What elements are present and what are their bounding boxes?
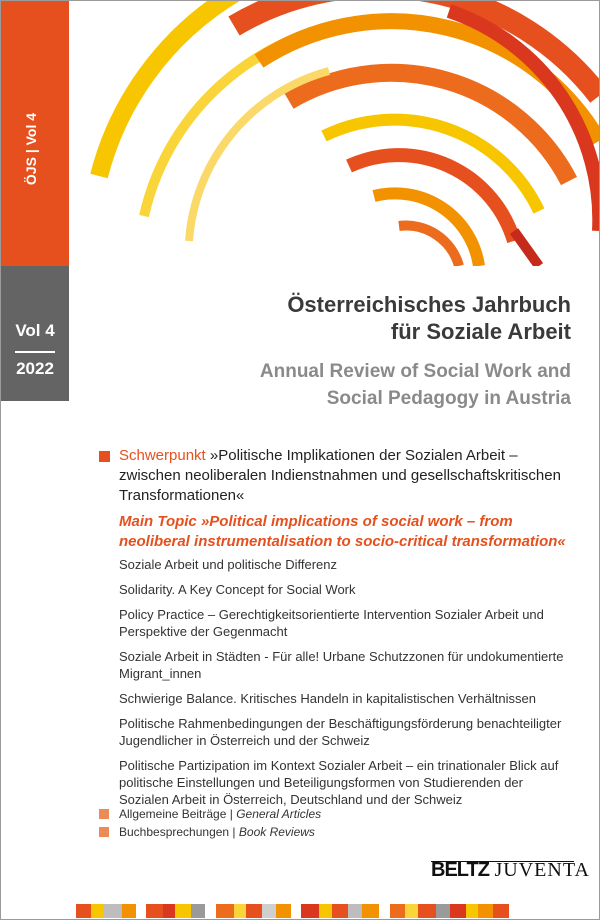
strip-block [234, 904, 246, 918]
side-journal-label: ÖJS | Vol 4 [23, 112, 39, 186]
strip-block [122, 904, 136, 918]
section-separator: | [226, 807, 237, 821]
title-de-line2: für Soziale Arbeit [390, 319, 571, 344]
section-item [99, 823, 321, 841]
journal-title-english [161, 358, 571, 412]
strip-block [436, 904, 450, 918]
article-item: Soziale Arbeit in Städten - Für alle! Urbane Schutzzonen für undokumentierte Migrant_innen [119, 649, 564, 681]
arc-red-stub [514, 231, 539, 266]
volume-divider [15, 351, 55, 353]
section-list [99, 805, 321, 841]
year-label: 2022 [16, 359, 54, 378]
strip-block [136, 904, 146, 918]
publisher-logo [431, 859, 590, 882]
article-item: Policy Practice – Gerechtigkeitsorientierte Intervention Sozialer Arbeit und Perspektive der Gegenmacht [119, 607, 544, 639]
section-separator: | [229, 825, 239, 839]
section-bullet [99, 809, 109, 819]
decorative-arcs-graphic [69, 1, 599, 266]
section-label-en: Book Reviews [238, 825, 315, 839]
strip-block [76, 904, 91, 918]
strip-block [163, 904, 175, 918]
strip-block [348, 904, 362, 918]
strip-block [216, 904, 234, 918]
strip-block [362, 904, 379, 918]
title-en-line1: Annual Review of Social Work and [259, 361, 571, 382]
topic-keyword-en: Main Topic [119, 513, 197, 530]
section-label-en: General Articles [236, 807, 322, 821]
section-label-de: Allgemeine Beiträge [119, 807, 227, 821]
topic-text-en: »Political implications of social work – from neoliberal instrumentalisation to socio-critical transformation« [119, 513, 566, 550]
strip-block [301, 904, 319, 918]
title-de-line1: Österreichisches Jahrbuch [287, 292, 571, 317]
strip-block [379, 904, 390, 918]
strip-block [478, 904, 493, 918]
article-item: Soziale Arbeit und politische Differenz [119, 557, 337, 572]
strip-block [191, 904, 205, 918]
topic-keyword-de: Schwerpunkt [119, 447, 206, 464]
article-item: Politische Partizipation im Kontext Sozialer Arbeit – ein trinationaler Blick auf politische Einstellungen und Beteiligungsformen von Studierenden der Sozialen Arbeit in Österreich, Deutschland und der Schweiz [119, 758, 559, 807]
title-en-line2: Social Pedagogy in Austria [326, 388, 571, 409]
color-strip [76, 904, 509, 918]
volume-label: Vol 4 [15, 321, 55, 340]
article-item: Solidarity. A Key Concept for Social Work [119, 582, 356, 597]
strip-block [493, 904, 509, 918]
strip-block [405, 904, 418, 918]
strip-block [262, 904, 276, 918]
strip-block [319, 904, 332, 918]
strip-block [175, 904, 191, 918]
strip-block [104, 904, 122, 918]
topic-german [119, 446, 569, 506]
strip-block [91, 904, 104, 918]
strip-block [418, 904, 436, 918]
journal-title-german [201, 291, 571, 345]
strip-block [291, 904, 301, 918]
section-bullet [99, 827, 109, 837]
topic-english [119, 512, 569, 552]
topic-text-de: »Politische Implikationen der Sozialen Arbeit – zwischen neoliberalen Indienstnahmen und gesellschaftskritischen Transformationen« [119, 447, 561, 504]
strip-block [205, 904, 216, 918]
section-label-de: Buchbesprechungen [119, 825, 230, 839]
strip-block [390, 904, 405, 918]
article-item: Politische Rahmenbedingungen der Beschäftigungsförderung benachteiligter Jugendlicher in Österreich und der Schweiz [119, 716, 562, 748]
section-item [99, 805, 321, 823]
main-topic [99, 446, 569, 552]
article-list [119, 556, 564, 816]
arc-orange-inner [399, 226, 459, 266]
strip-block [246, 904, 262, 918]
strip-block [466, 904, 478, 918]
strip-block [146, 904, 163, 918]
strip-block [450, 904, 466, 918]
article-item: Schwierige Balance. Kritisches Handeln in kapitalistischen Verhältnissen [119, 691, 536, 706]
publisher-name-juventa: JUVENTA [494, 859, 590, 881]
strip-block [332, 904, 348, 918]
strip-block [276, 904, 291, 918]
publisher-name-beltz: BELTZ [431, 859, 489, 881]
